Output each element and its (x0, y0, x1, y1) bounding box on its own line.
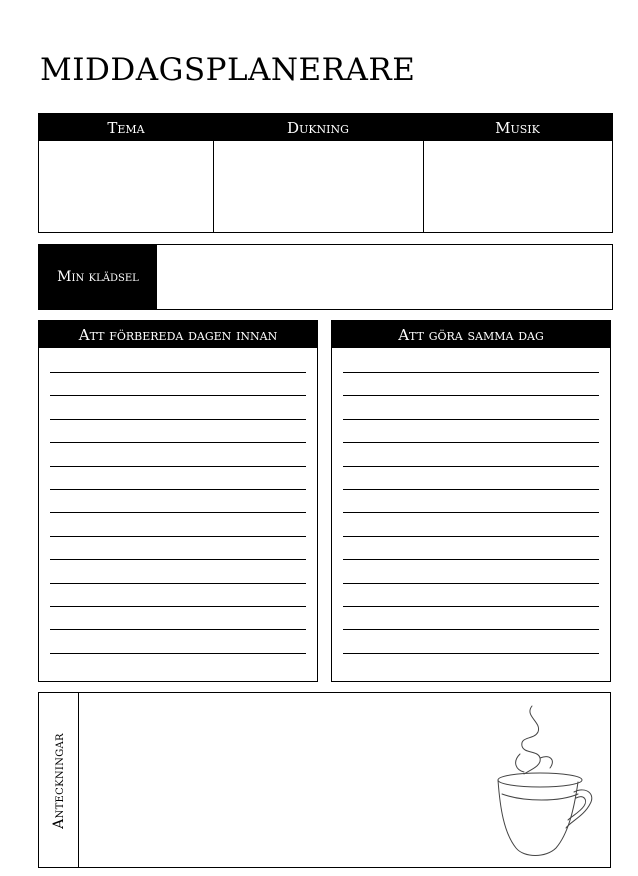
column-header-tema: Tema (107, 119, 145, 137)
same-day-list (331, 320, 611, 682)
column-header-musik: Musik (495, 119, 540, 137)
writing-line (343, 629, 599, 630)
writing-line (343, 489, 599, 490)
writing-line (50, 512, 306, 513)
same-day-heading: Att göra samma dag (332, 321, 610, 348)
writing-line (343, 559, 599, 560)
tema-field[interactable] (39, 141, 213, 232)
writing-line (50, 419, 306, 420)
writing-line (50, 606, 306, 607)
writing-line (50, 559, 306, 560)
writing-line (343, 653, 599, 654)
coffee-cup-icon (494, 698, 594, 864)
writing-line (50, 629, 306, 630)
outfit-field[interactable] (157, 245, 612, 309)
writing-line (343, 372, 599, 373)
theme-table-header (39, 114, 612, 141)
notes-side (39, 693, 79, 867)
column-header-dukning: Dukning (287, 119, 349, 137)
writing-line (343, 536, 599, 537)
writing-line (50, 536, 306, 537)
page-title: MIDDAGSPLANERARE (40, 52, 416, 88)
writing-line (50, 653, 306, 654)
writing-line (50, 442, 306, 443)
notes-label: Anteckningar (51, 733, 67, 829)
writing-line (50, 395, 306, 396)
writing-line (50, 489, 306, 490)
writing-line (50, 466, 306, 467)
writing-line (50, 583, 306, 584)
theme-table (38, 113, 613, 233)
dukning-field[interactable] (214, 141, 423, 232)
outfit-row (38, 244, 613, 310)
writing-line (343, 512, 599, 513)
notes-box (38, 692, 611, 868)
writing-line (343, 419, 599, 420)
musik-field[interactable] (424, 141, 612, 232)
prep-day-before-list (38, 320, 318, 682)
outfit-label: Min klädsel (39, 245, 157, 309)
prep-day-before-heading: Att förbereda dagen innan (39, 321, 317, 348)
writing-line (50, 372, 306, 373)
writing-line (343, 466, 599, 467)
writing-line (343, 442, 599, 443)
writing-line (343, 606, 599, 607)
writing-line (343, 395, 599, 396)
writing-line (343, 583, 599, 584)
